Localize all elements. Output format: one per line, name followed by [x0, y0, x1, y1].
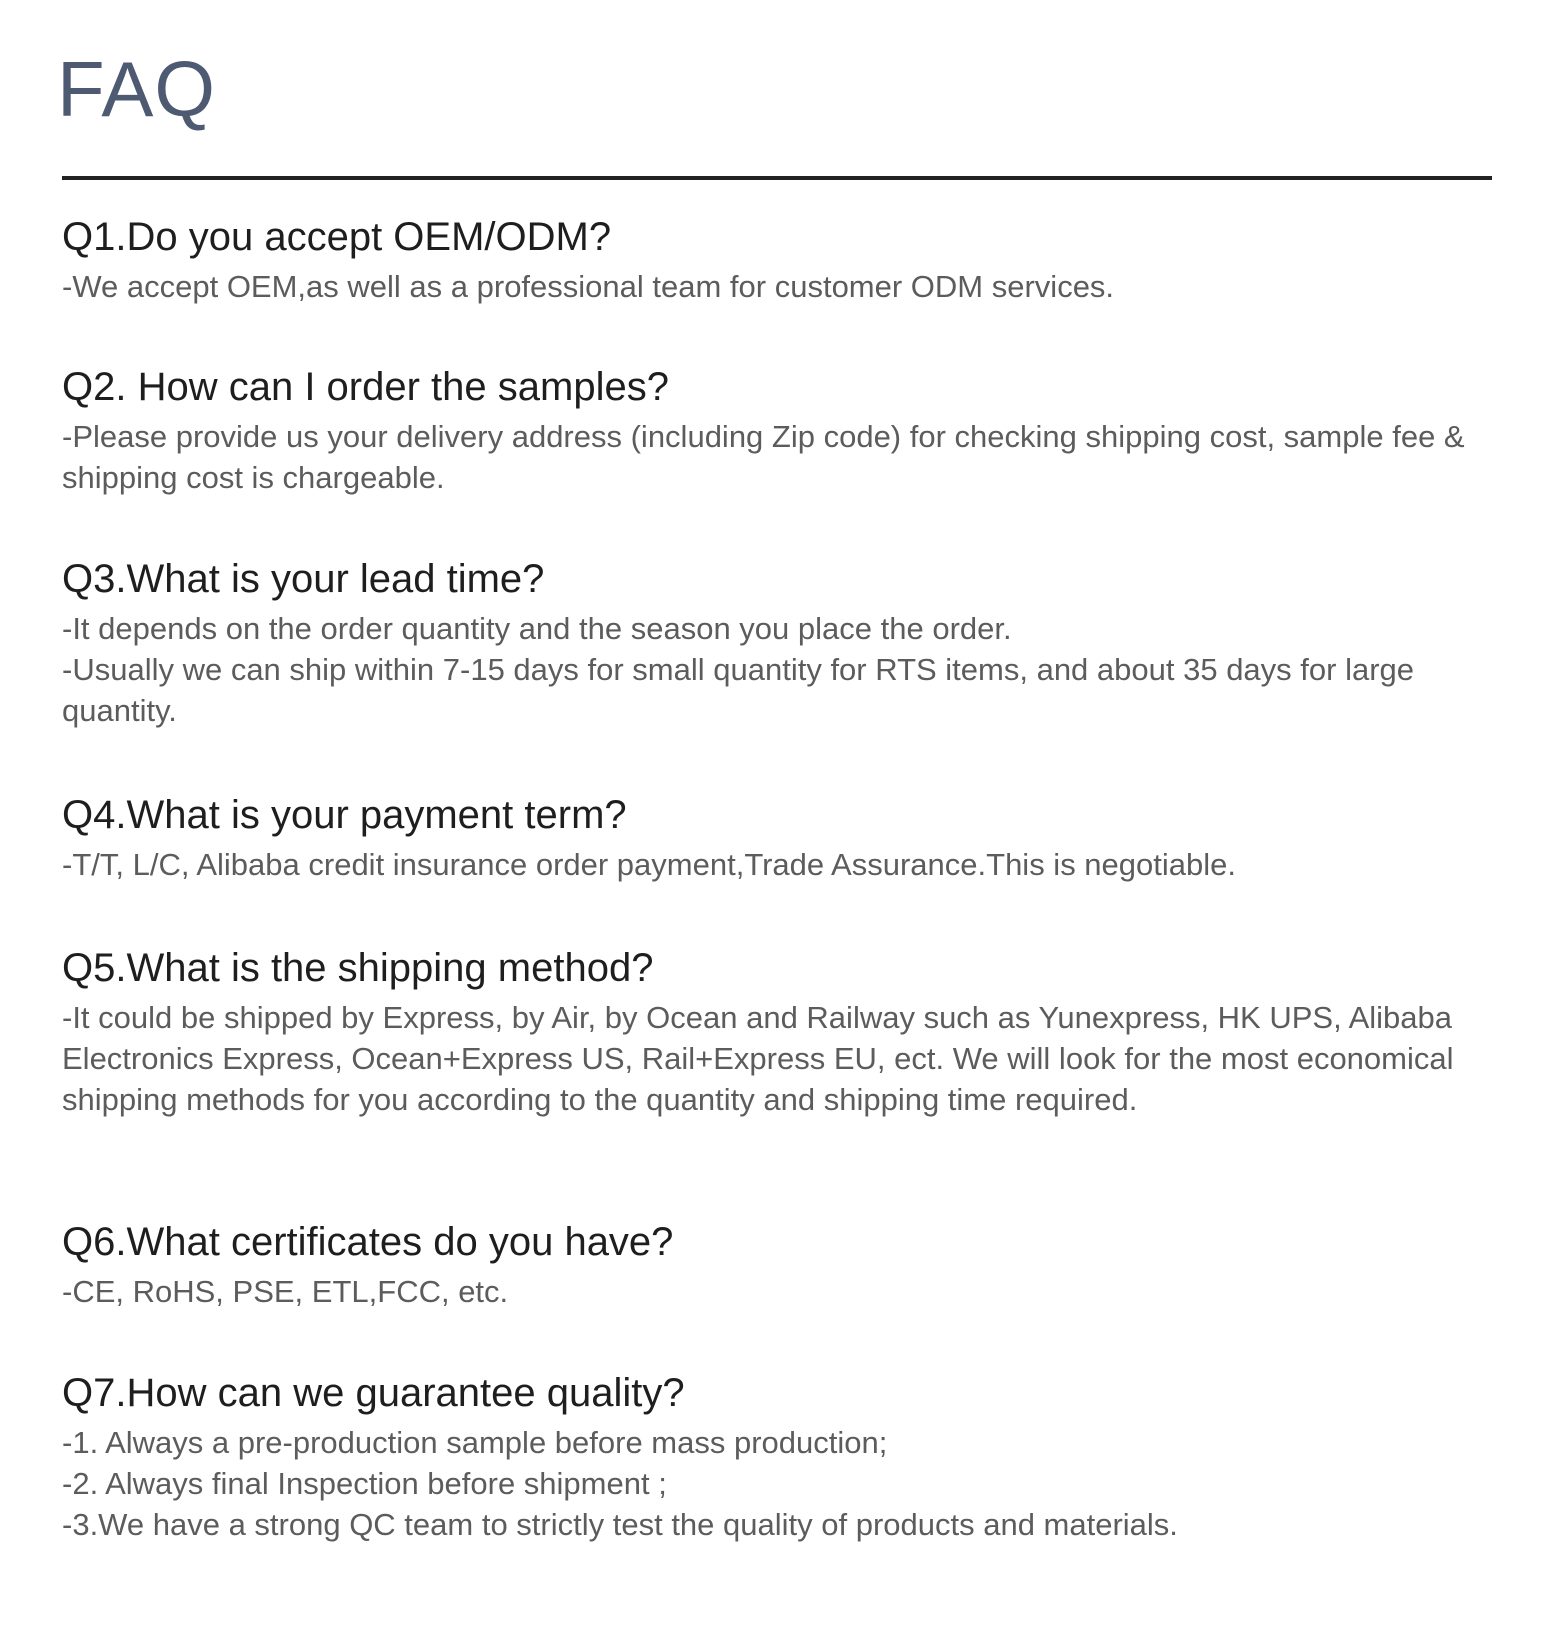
page-title: FAQ	[57, 45, 217, 133]
answer-7-line-2: -2. Always final Inspection before shipment ;	[62, 1466, 667, 1501]
answer-5-line-1: -It could be shipped by Express, by Air, by Ocean and Railway such as Yunexpress, HK UPS, Alibaba Electronics Express, Ocean+Express US, Rail+Express EU, ect. We will look for the most economical shipping methods for you according to the quantity and shipping time required.	[62, 1000, 1463, 1117]
faq-item-3	[62, 554, 1502, 731]
answer-7-line-1: -1. Always a pre-production sample before mass production;	[62, 1425, 888, 1460]
faq-item-2	[62, 362, 1502, 498]
faq-item-1	[62, 212, 1502, 307]
faq-item-6	[62, 1217, 1502, 1312]
question-3: Q3.What is your lead time?	[62, 557, 545, 601]
question-5: Q5.What is the shipping method?	[62, 946, 654, 990]
answer-7	[62, 1422, 1502, 1545]
answer-3-line-2: -Usually we can ship within 7-15 days for small quantity for RTS items, and about 35 days for large quantity.	[62, 652, 1423, 728]
faq-item-4	[62, 790, 1502, 885]
answer-1	[62, 266, 1502, 307]
question-4: Q4.What is your payment term?	[62, 793, 627, 837]
answer-4	[62, 844, 1502, 885]
title-divider	[62, 176, 1492, 180]
faq-item-5	[62, 943, 1502, 1120]
question-1: Q1.Do you accept OEM/ODM?	[62, 215, 612, 259]
answer-2	[62, 416, 1502, 498]
answer-6-line-1: -CE, RoHS, PSE, ETL,FCC, etc.	[62, 1274, 509, 1309]
answer-3	[62, 608, 1502, 731]
question-6: Q6.What certificates do you have?	[62, 1220, 674, 1264]
answer-7-line-3: -3.We have a strong QC team to strictly test the quality of products and materials.	[62, 1507, 1178, 1542]
question-2: Q2. How can I order the samples?	[62, 365, 669, 409]
answer-1-line-1: -We accept OEM,as well as a professional team for customer ODM services.	[62, 269, 1115, 304]
answer-6	[62, 1271, 1502, 1312]
answer-3-line-1: -It depends on the order quantity and the season you place the order.	[62, 611, 1012, 646]
answer-2-line-1: -Please provide us your delivery address (including Zip code) for checking shipping cost, sample fee & shipping cost is chargeable.	[62, 419, 1474, 495]
answer-4-line-1: -T/T, L/C, Alibaba credit insurance order payment,Trade Assurance.This is negotiable.	[62, 847, 1236, 882]
faq-item-7	[62, 1368, 1502, 1545]
question-7: Q7.How can we guarantee quality?	[62, 1371, 685, 1415]
answer-5	[62, 997, 1502, 1120]
